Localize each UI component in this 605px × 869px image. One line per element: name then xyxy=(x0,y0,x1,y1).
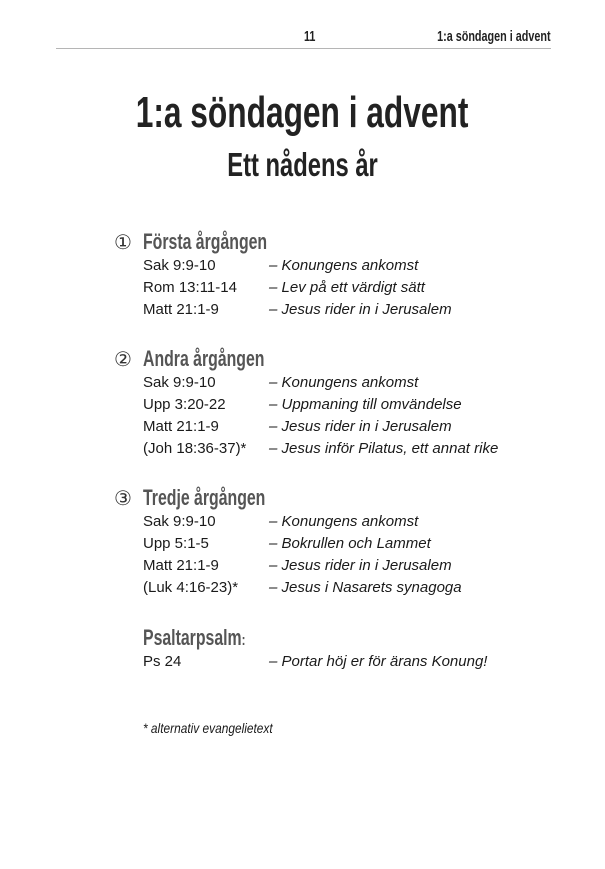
reading-ref: Ps 24 xyxy=(143,653,182,670)
page-number: 11 xyxy=(304,28,316,45)
reading-desc: – Jesus i Nasarets synagoga xyxy=(269,579,462,596)
reading-ref: (Joh 18:36-37)* xyxy=(143,440,247,457)
reading-desc: – Lev på ett värdigt sätt xyxy=(269,279,425,296)
circled-number-icon: ③ xyxy=(114,486,132,510)
section-title: Första årgången xyxy=(143,229,268,254)
psalm-title xyxy=(143,625,245,654)
reading-desc: – Uppmaning till omvändelse xyxy=(269,396,462,413)
reading-ref: Upp 3:20-22 xyxy=(143,396,226,413)
reading-ref: Sak 9:9-10 xyxy=(143,513,216,530)
section-title: Andra årgången xyxy=(143,346,265,371)
psalm-title-text: Psaltarpsalm xyxy=(143,625,242,650)
reading-desc: – Jesus inför Pilatus, ett annat rike xyxy=(269,440,499,457)
psalm-colon: : xyxy=(241,632,246,649)
page-title xyxy=(0,88,605,138)
page-subtitle xyxy=(0,146,605,184)
reading-ref: Matt 21:1-9 xyxy=(143,557,219,574)
reading-desc: – Jesus rider in i Jerusalem xyxy=(269,301,452,318)
reading-ref: Upp 5:1-5 xyxy=(143,535,209,552)
reading-ref: Matt 21:1-9 xyxy=(143,418,219,435)
page-title-text: 1:a söndagen i advent xyxy=(136,88,469,137)
footnote: * alternativ evangelietext xyxy=(143,720,273,736)
circled-number-icon: ② xyxy=(114,347,132,371)
reading-ref: Sak 9:9-10 xyxy=(143,374,216,391)
reading-desc: – Konungens ankomst xyxy=(269,513,419,530)
running-header xyxy=(56,26,551,49)
reading-desc: – Bokrullen och Lammet xyxy=(269,535,431,552)
reading-ref: Matt 21:1-9 xyxy=(143,301,219,318)
section-title: Tredje årgången xyxy=(143,485,266,510)
running-title: 1:a söndagen i advent xyxy=(437,28,551,45)
reading-desc: – Jesus rider in i Jerusalem xyxy=(269,557,452,574)
reading-desc: – Konungens ankomst xyxy=(269,257,419,274)
page-subtitle-text: Ett nådens år xyxy=(227,146,378,183)
reading-desc: – Portar höj er för ärans Konung! xyxy=(269,653,488,670)
circled-number-icon: ① xyxy=(114,230,132,254)
reading-ref: (Luk 4:16-23)* xyxy=(143,579,239,596)
reading-desc: – Konungens ankomst xyxy=(269,374,419,391)
reading-ref: Rom 13:11-14 xyxy=(143,279,237,296)
reading-desc: – Jesus rider in i Jerusalem xyxy=(269,418,452,435)
reading-ref: Sak 9:9-10 xyxy=(143,257,216,274)
